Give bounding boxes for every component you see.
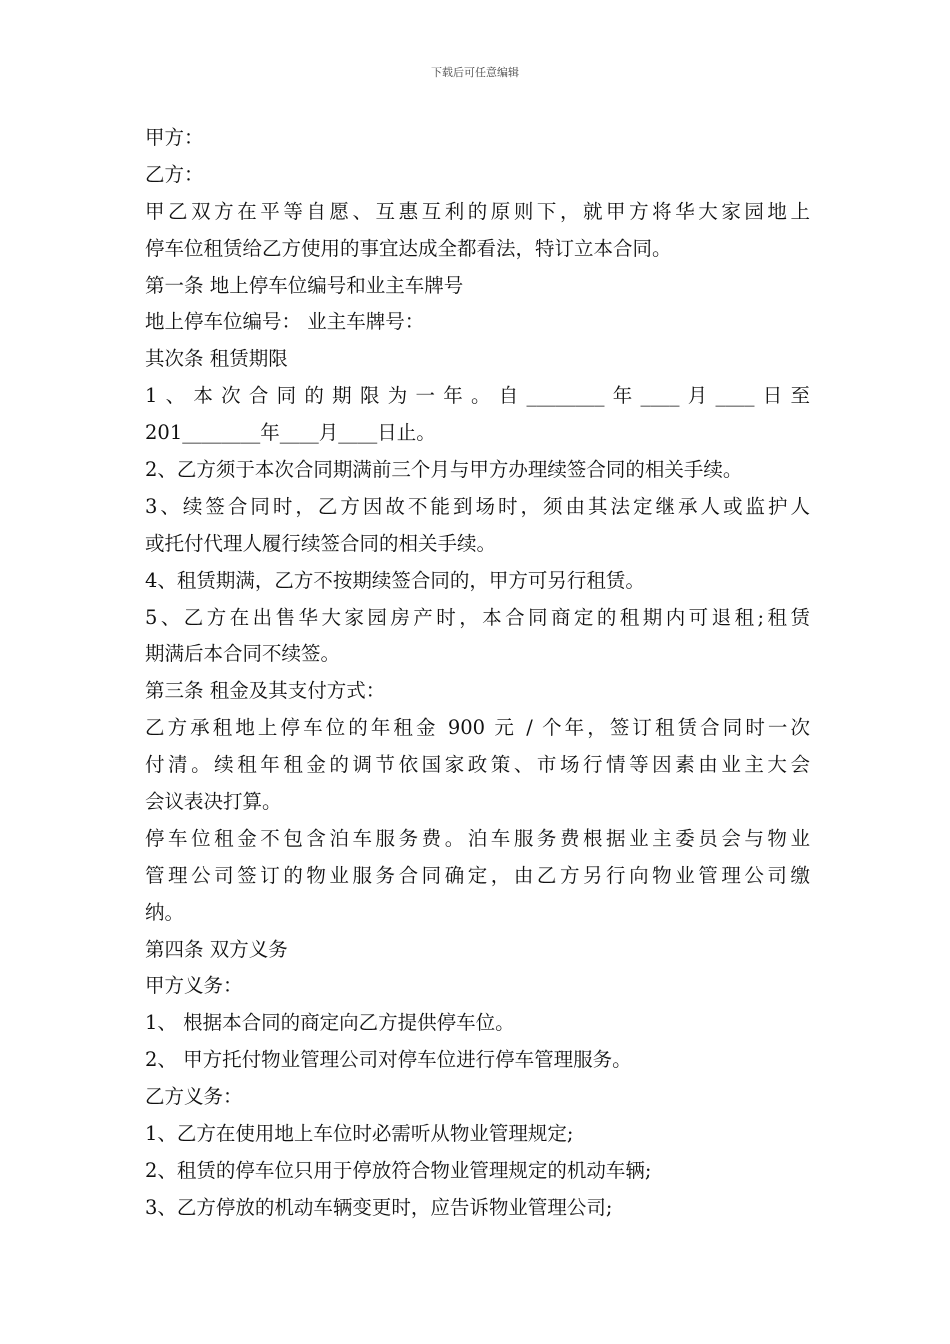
- clause-line: 1、本次合同的期限为一年。自________年____月____日至: [145, 384, 810, 408]
- contract-body: [145, 120, 810, 1227]
- clause-line: 1、乙方在使用地上车位时必需听从物业管理规定;: [145, 1122, 574, 1146]
- clause-line: 201________年____月____日止。: [145, 421, 436, 445]
- subheading: 甲方义务：: [145, 974, 243, 998]
- paragraph-line: 付清。续租年租金的调节依国家政策、市场行情等因素由业主大会: [145, 753, 810, 777]
- party-a-line: 甲方：: [145, 126, 204, 149]
- clause-line: 3、续签合同时，乙方因故不能到场时，须由其法定继承人或监护人: [145, 494, 810, 518]
- paragraph-line: 停车位租金不包含泊车服务费。泊车服务费根据业主委员会与物业: [145, 826, 810, 850]
- paragraph-line: 地上停车位编号： 业主车牌号：: [145, 310, 425, 334]
- clause-line: 1、 根据本合同的商定向乙方提供停车位。: [145, 1011, 515, 1035]
- page-header-note: 下载后可任意编辑: [431, 66, 519, 79]
- paragraph-line: 管理公司签订的物业服务合同确定，由乙方另行向物业管理公司缴: [145, 863, 810, 887]
- preamble-line: 停车位租赁给乙方使用的事宜达成全都看法，特订立本合同。: [145, 236, 672, 260]
- article-heading: 第四条 双方义务: [145, 937, 288, 961]
- clause-line: 或托付代理人履行续签合同的相关手续。: [145, 531, 497, 555]
- clause-line: 2、租赁的停车位只用于停放符合物业管理规定的机动车辆;: [145, 1158, 652, 1182]
- subheading: 乙方义务：: [145, 1085, 243, 1109]
- paragraph-line: 会议表决打算。: [145, 790, 282, 814]
- clause-line: 2、 甲方托付物业管理公司对停车位进行停车管理服务。: [145, 1048, 632, 1072]
- preamble-line: 甲乙双方在平等自愿、互惠互利的原则下，就甲方将华大家园地上: [145, 199, 810, 223]
- clause-line: 5、乙方在出售华大家园房产时，本合同商定的租期内可退租;租赁: [145, 605, 810, 629]
- paragraph-line: 纳。: [145, 900, 185, 924]
- clause-line: 期满后本合同不续签。: [145, 642, 341, 666]
- article-heading: 其次条 租赁期限: [145, 347, 288, 371]
- clause-line: 2、乙方须于本次合同期满前三个月与甲方办理续签合同的相关手续。: [145, 458, 743, 482]
- paragraph-line: 乙方承租地上停车位的年租金 900 元 / 个年，签订租赁合同时一次: [145, 716, 810, 740]
- article-heading: 第三条 租金及其支付方式：: [145, 679, 386, 703]
- article-heading: 第一条 地上停车位编号和业主车牌号: [145, 273, 464, 297]
- clause-line: 4、租赁期满，乙方不按期续签合同的，甲方可另行租赁。: [145, 568, 645, 592]
- clause-line: 3、乙方停放的机动车辆变更时，应告诉物业管理公司;: [145, 1195, 613, 1219]
- party-b-line: 乙方：: [145, 162, 204, 186]
